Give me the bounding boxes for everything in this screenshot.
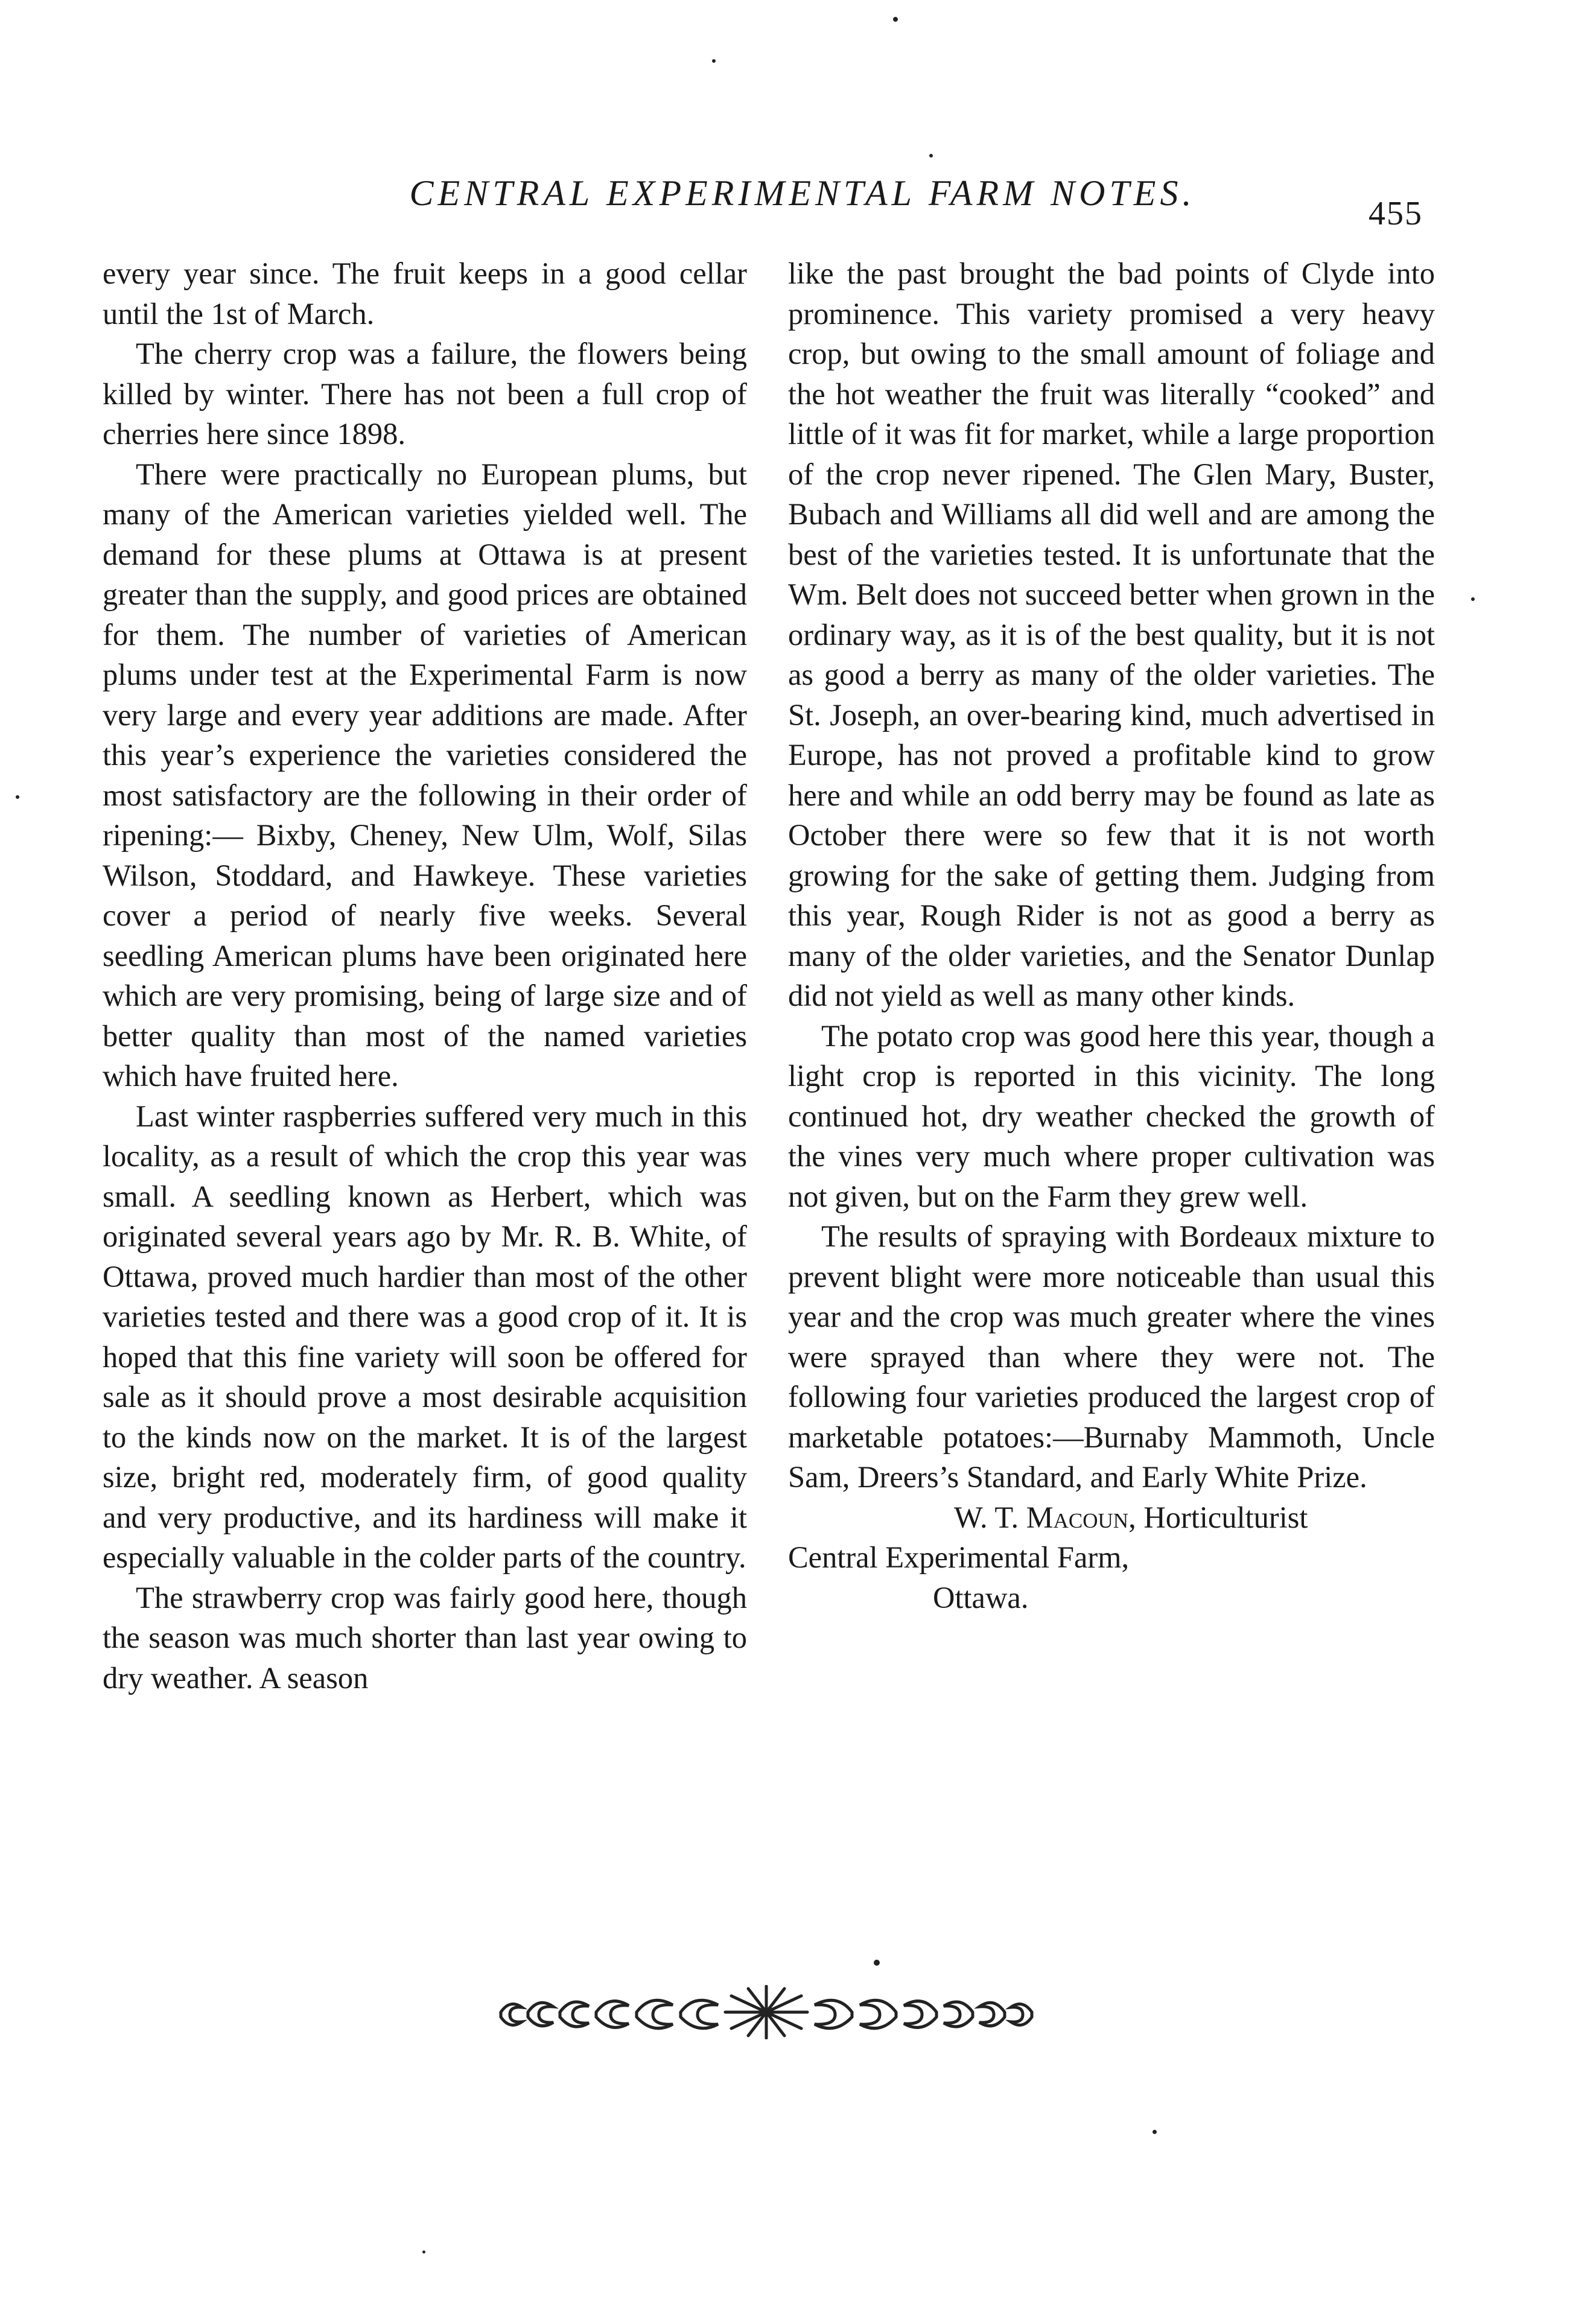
decorative-ornament-icon bbox=[489, 1985, 1044, 2039]
paragraph: The potato crop was good here this year, though a light crop is reported in this vicinity. The long continued hot, dry weather checked the growth of the vines very much where proper cultivation was not given, but on the Farm they grew well. bbox=[788, 1018, 1435, 1213]
left-column bbox=[103, 253, 747, 1698]
scan-speck bbox=[1152, 2130, 1157, 2134]
signature-title: , Horticulturist bbox=[1128, 1500, 1308, 1534]
scan-speck bbox=[422, 2250, 425, 2253]
scan-speck bbox=[16, 795, 19, 799]
scan-speck bbox=[893, 17, 898, 22]
page-number: 455 bbox=[1369, 195, 1423, 232]
scan-speck bbox=[1471, 597, 1475, 601]
running-title: CENTRAL EXPERIMENTAL FARM NOTES. bbox=[409, 173, 1196, 213]
paragraph: There were practically no European plums, but many of the American varieties yielded well. The demand for these plums at Ottawa is at present greater than the supply, and good prices are obtained for them. The number of varieties of American plums under test at the Experimental Farm is now very large and every year additions are made. After this year’s experience the varieties considered the most satisfactory are the following in their order of ripening:— Bixby, Cheney, New Ulm, Wolf, Silas Wilson, Stoddard, and Hawkeye. These varieties cover a period of nearly five weeks. Several seedling American plums have been originated here which are very promising, being of large size and of better quality than most of the named varieties which have fruited here. bbox=[103, 457, 747, 1093]
signature-institution: Central Experimental Farm, bbox=[788, 1540, 1130, 1574]
paragraph: The strawberry crop was fairly good here, though the season was much shorter than last year owing to dry weather. A season bbox=[103, 1580, 747, 1695]
paragraph: Last winter raspberries suffered very much in this locality, as a result of which the crop this year was small. A seedling known as Herbert, which was originated several years ago by Mr. R. B. White, of Ottawa, proved much hardier than most of the other varieties tested and there was a good crop of it. It is hoped that this fine variety will soon be offered for sale as it should prove a most desirable acquisition to the kinds now on the market. It is of the largest size, bright red, moderately firm, of good quality and very productive, and its hardiness will make it especially valuable in the colder parts of the country. bbox=[103, 1099, 747, 1574]
scan-speck bbox=[929, 154, 933, 157]
signature-name-line bbox=[788, 1498, 1435, 1538]
scan-speck bbox=[874, 1960, 880, 1966]
paragraph: The results of spraying with Bordeaux mixture to prevent blight were more noticeable than usual this year and the crop was much greater where the vines were sprayed than where they were not. The following four varieties produced the largest crop of marketable potatoes:—Burnaby Mammoth, Uncle Sam, Dreers’s Standard, and Early White Prize. bbox=[788, 1219, 1435, 1494]
paragraph: The cherry crop was a failure, the flowers being killed by winter. There has not been a full crop of cherries here since 1898. bbox=[103, 337, 747, 451]
signature-initials: W. T. bbox=[954, 1500, 1019, 1534]
paragraph: like the past brought the bad points of Clyde into prominence. This variety promised a very heavy crop, but owing to the small amount of foliage and the hot weather the fruit was literally “cooked” and little of it was fit for market, while a large proportion of the crop never ripened. The Glen Mary, Buster, Bubach and Williams all did well and are among the best of the varieties tested. It is unfortunate that the Wm. Belt does not succeed better when grown in the ordinary way, as it is of the best quality, but it is not as good a berry as many of the older varieties. The St. Joseph, an over-bearing kind, much advertised in Europe, has not proved a profitable kind to grow here and while an odd berry may be found as late as October there were so few that it is not worth growing for the sake of getting them. Judging from this year, Rough Rider is not as good a berry as many of the older varieties, and the Senator Dunlap did not yield as well as many other kinds. bbox=[788, 256, 1435, 1012]
right-column bbox=[788, 253, 1435, 1618]
signature-surname: Macoun bbox=[1026, 1500, 1129, 1534]
scan-speck bbox=[712, 59, 716, 63]
signature-block bbox=[788, 1498, 1435, 1618]
signature-place: Ottawa. bbox=[933, 1580, 1029, 1615]
paragraph: every year since. The fruit keeps in a good cellar until the 1st of March. bbox=[103, 256, 747, 331]
